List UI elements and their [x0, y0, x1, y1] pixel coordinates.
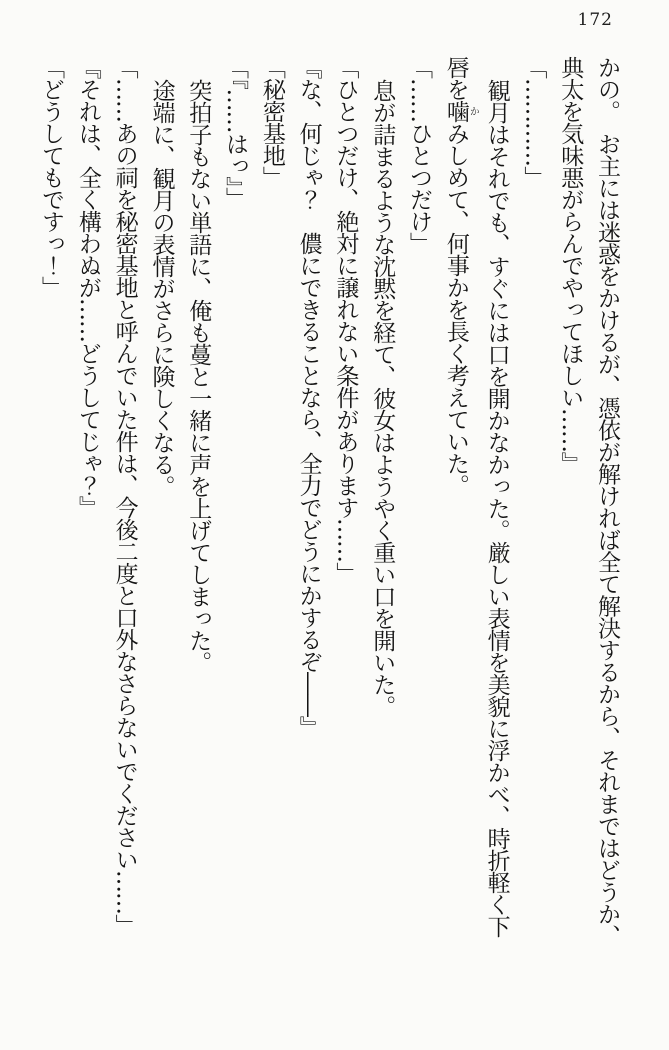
text-line: 途端に、観月の表情がさらに険しくなる。	[148, 79, 175, 497]
page-number: 172	[577, 10, 613, 30]
text-line: 典太を気味悪がらんでやってほしい……』	[557, 56, 584, 474]
text-line: 「…………」	[520, 56, 547, 188]
text-line: 「……あの祠を秘密基地と呼んでいた件は、今後二度と口外なさらないでください……」	[111, 56, 138, 936]
text-line: 「『……はっ』」	[222, 56, 249, 209]
page-text	[32, 56, 625, 972]
text-line: 観月はそれでも、すぐには口を開かなかった。厳しい表情を美貌に浮かべ、時折軽く下	[483, 79, 510, 937]
text-line: 『な、何じゃ？ 儂にできることなら、全力でどうにかするぞ――』	[295, 56, 322, 738]
text-line: 『それは、全く構わぬが……どうしてじゃ？』	[74, 56, 101, 518]
text-line: 「どうしてもですっ！」	[38, 56, 65, 298]
text-line: 突拍子もない単語に、俺も蔓と一緒に声を上げてしまった。	[185, 79, 212, 673]
text-line: かの。 お主には迷惑をかけるが、憑依が解ければ全て解決するから、それまではどうか、	[594, 56, 620, 947]
text-line: 息が詰まるような沈黙を経て、彼女はようやく重い口を開いた。	[369, 79, 396, 717]
text-line: 「……ひとつだけ」	[406, 56, 433, 254]
text-line: 「秘密基地」	[258, 56, 285, 188]
text-line: 唇を噛かみしめて、何事かを長く考えていた。	[442, 56, 479, 496]
ruby-annotated-kanji: 噛か	[442, 100, 479, 122]
text-line: 「ひとつだけ、絶対に譲れない条件があります……」	[332, 56, 359, 584]
